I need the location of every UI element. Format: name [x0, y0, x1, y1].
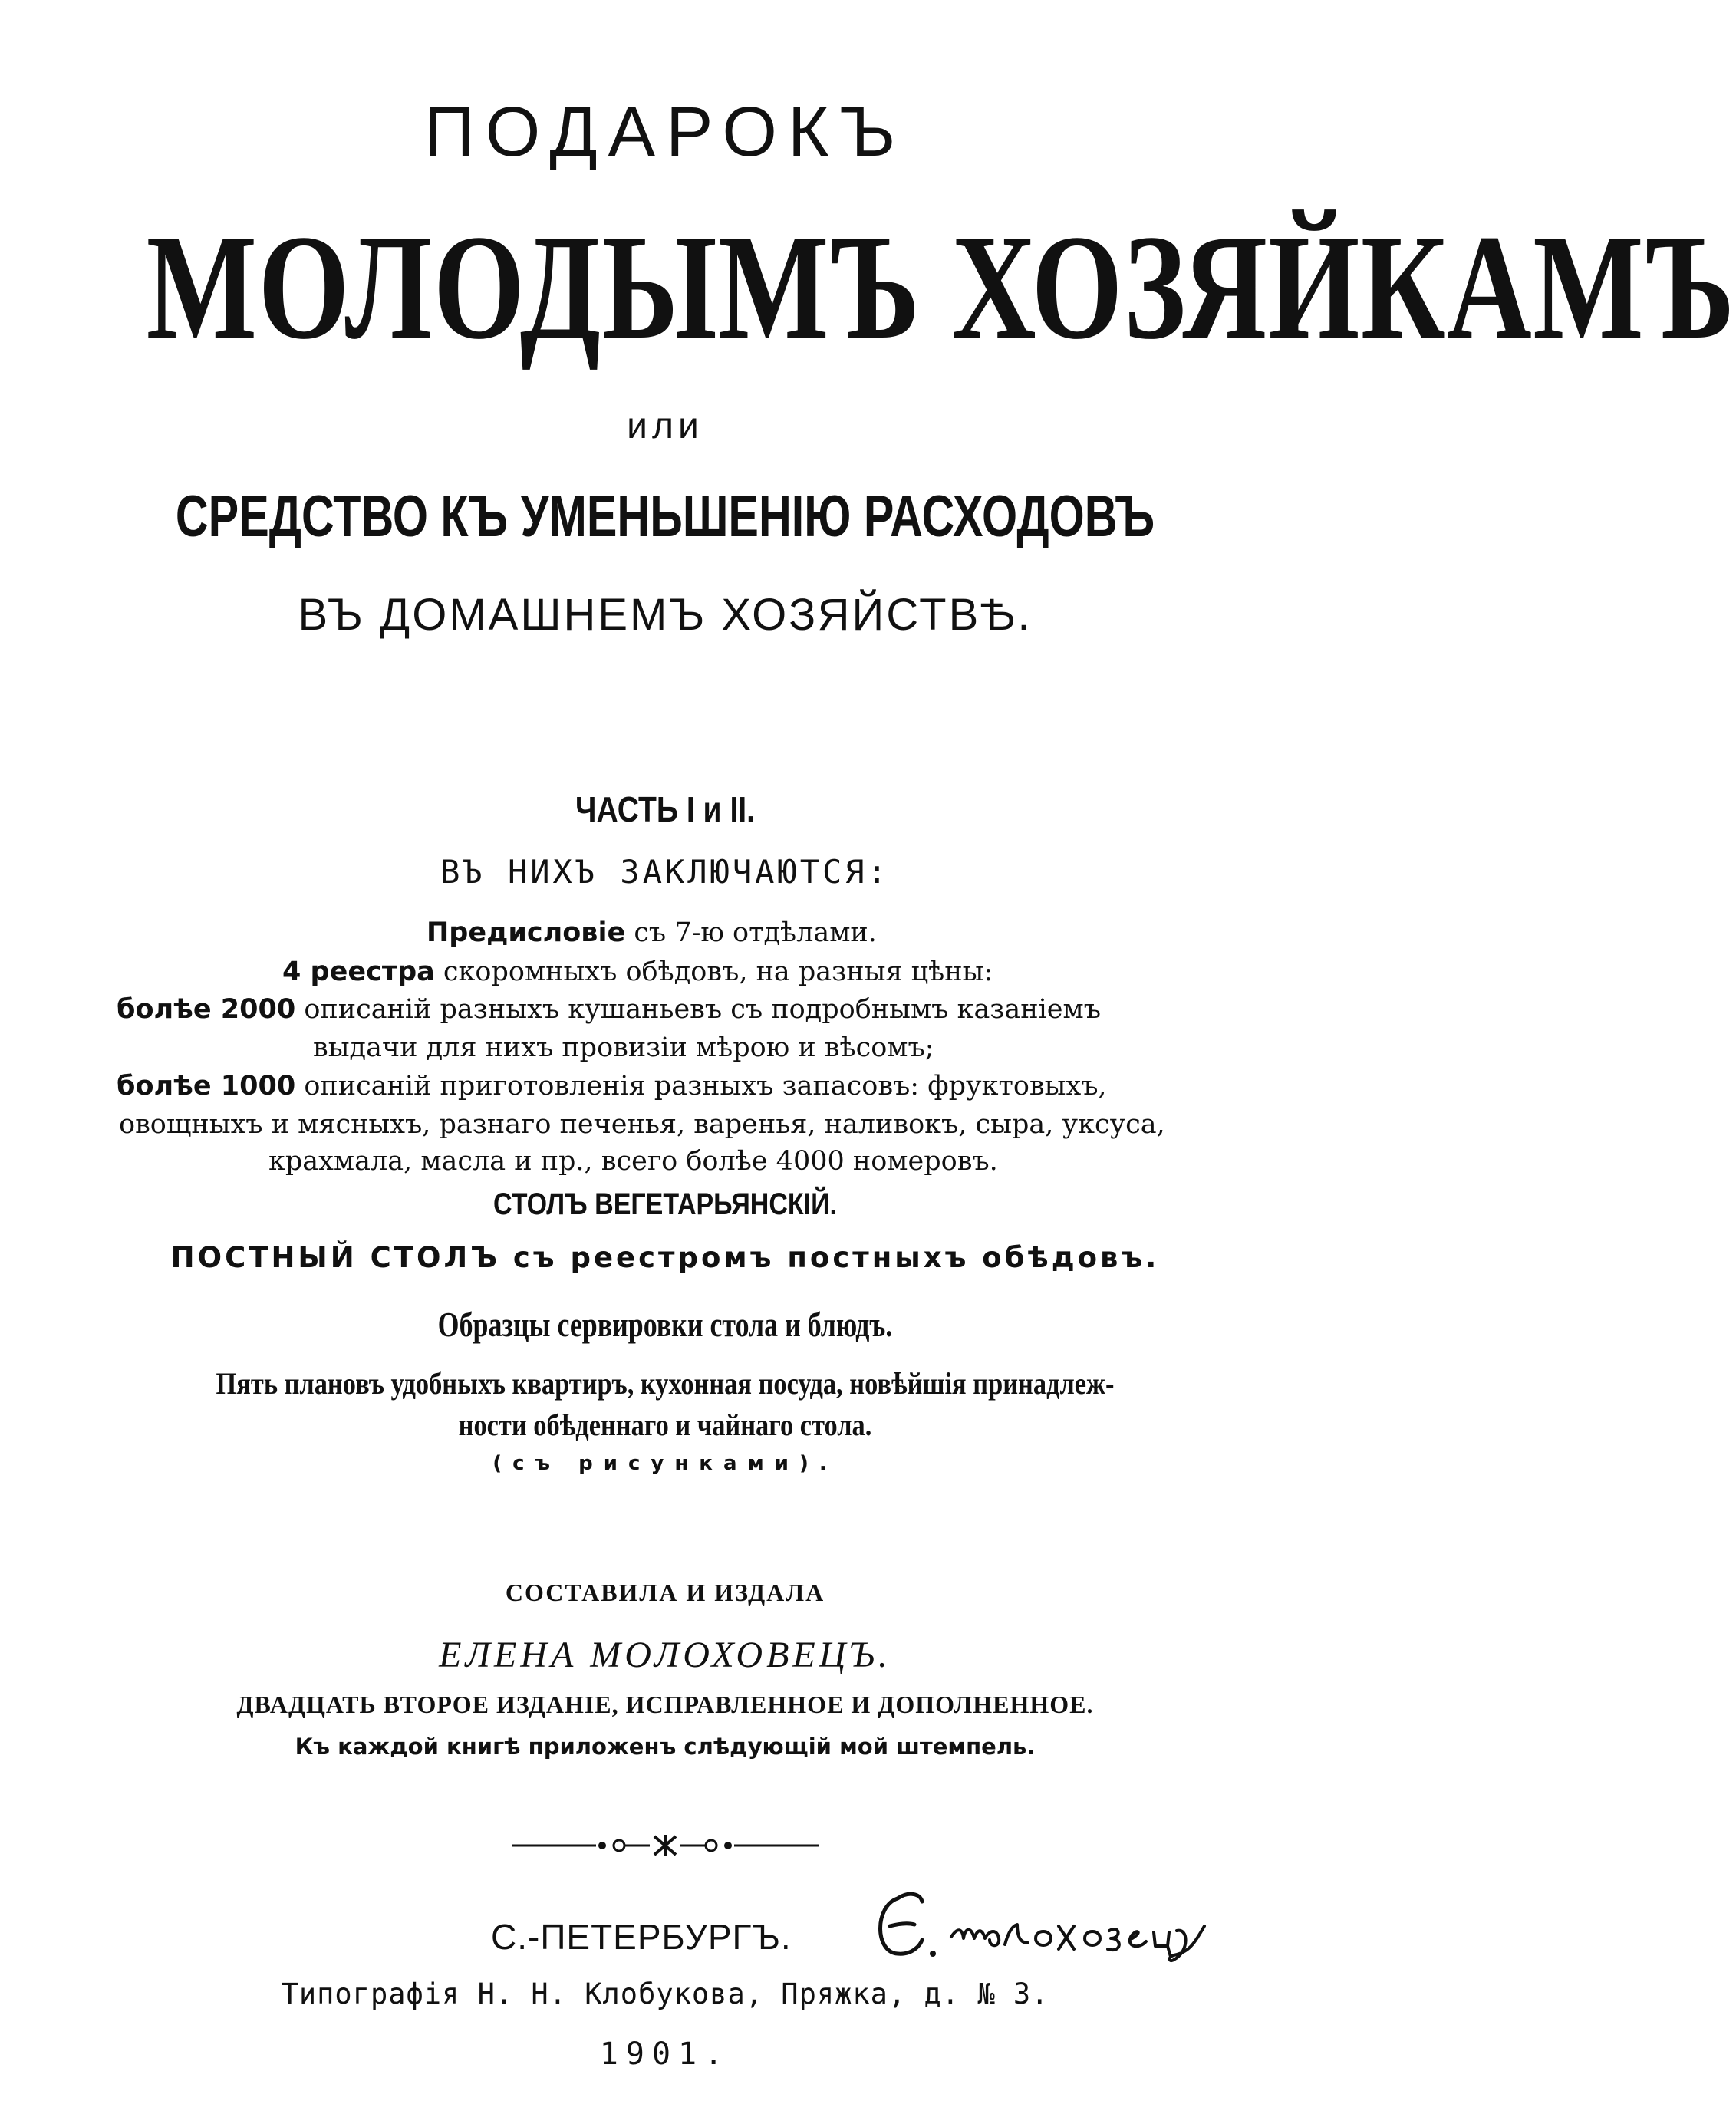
edition-note: ДВАДЦАТЬ ВТОРОЕ ИЗДАНІЕ, ИСПРАВЛЕННОЕ И ДОПОЛНЕННОЕ. — [236, 1691, 1094, 1718]
list-item — [427, 917, 877, 948]
list-item-text: описаній разныхъ кушаньевъ съ подробнымъ казаніемъ — [304, 994, 1101, 1025]
list-item: овощныхъ и мясныхъ, разнаго печенья, варенья, наливокъ, сыра, уксуса, — [119, 1109, 1165, 1140]
serving-samples: Образцы сервировки стола и блюдъ. — [437, 1305, 893, 1344]
with-pictures-note: (съ рисунками). — [492, 1452, 838, 1475]
list-item — [282, 957, 993, 987]
lenten-heading: ПОСТНЫЙ СТОЛЪ съ реестромъ постныхъ обѣдовъ. — [170, 1241, 1160, 1274]
subtitle-second-line: ВЪ ДОМАШНЕМЪ ХОЗЯЙСТВѢ. — [298, 590, 1033, 640]
list-item — [117, 994, 1101, 1025]
title-top: ПОДАРОКЪ — [423, 93, 907, 171]
list-item: выдачи для нихъ провизіи мѣрою и вѣсомъ; — [313, 1032, 934, 1063]
handwritten-signature — [867, 1883, 1296, 1975]
list-item-bold: Предисловіе — [427, 917, 626, 948]
year: 1901. — [599, 2037, 731, 2072]
compiled-by: СОСТАВИЛА И ИЗДАЛА — [505, 1579, 825, 1606]
list-item-text: съ 7-ю отдѣлами. — [634, 917, 877, 948]
list-item — [117, 1071, 1107, 1101]
city: С.-ПЕТЕРБУРГЪ. — [491, 1917, 792, 1957]
plans-line-2: ности обѣденнаго и чайнаго стола. — [458, 1408, 872, 1442]
list-item: крахмала, масла и пр., всего болѣе 4000 номеровъ. — [268, 1146, 998, 1177]
list-item-bold: 4 реестра — [282, 957, 435, 987]
contains-heading: ВЪ НИХЪ ЗАКЛЮЧАЮТСЯ: — [440, 853, 890, 891]
vegetarian-heading: СТОЛЪ ВЕГЕТАРЬЯНСКІЙ. — [493, 1187, 837, 1221]
list-item-text: описаній приготовленія разныхъ запасовъ: фруктовыхъ, — [304, 1071, 1107, 1101]
list-item-text: скоромныхъ обѣдовъ, на разныя цѣны: — [443, 957, 993, 987]
main-title: МОЛОДЫМЪ ХОЗЯЙКАМЪ — [146, 204, 1736, 370]
or-word: или — [627, 406, 703, 446]
printer-line: Типографія Н. Н. Клобукова, Пряжка, д. № 3. — [281, 1977, 1049, 2010]
subtitle: СРЕДСТВО КЪ УМЕНЬШЕНІЮ РАСХОДОВЪ — [175, 484, 1155, 549]
author-name: ЕЛЕНА МОЛОХОВЕЦЪ. — [439, 1635, 891, 1675]
list-item-bold: болѣе 1000 — [117, 1071, 296, 1101]
parts-heading: ЧАСТЬ I и II. — [575, 789, 756, 829]
stamp-note: Къ каждой книгѣ приложенъ слѣдующій мой штемпель. — [295, 1734, 1036, 1760]
plans-line-1: Пять плановъ удобныхъ квартиръ, кухонная посуда, новѣйшія принадлеж- — [216, 1366, 1115, 1401]
list-item-bold: болѣе 2000 — [117, 994, 296, 1025]
ornament-divider — [512, 1830, 819, 1861]
